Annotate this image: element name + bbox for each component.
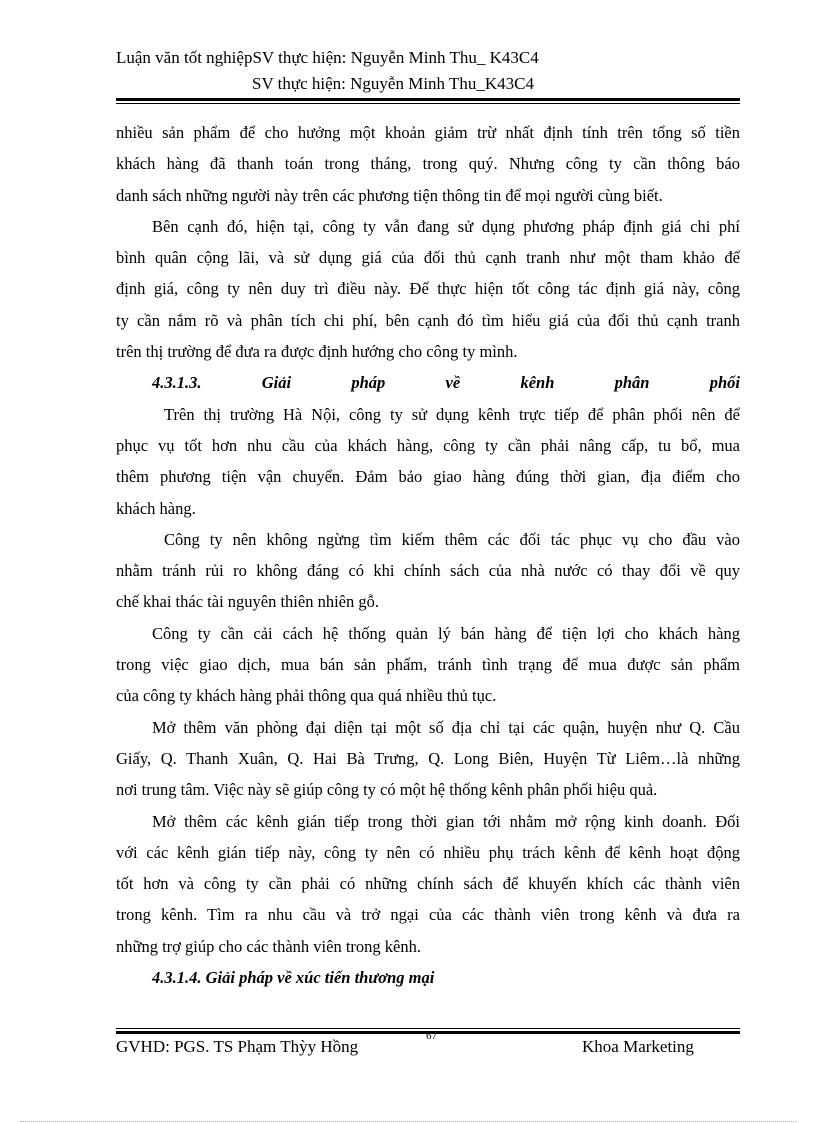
text-line: Trên thị trường Hà Nội, công ty sử dụng kênh trực tiếp để phân phối nên để <box>164 404 740 424</box>
page-number: 67 <box>426 1030 437 1042</box>
header-title-line: Luận văn tốt nghiệpSV thực hiện: Nguyễn Minh Thu_ K43C4 <box>116 48 539 67</box>
text-line: với các kênh gián tiếp này, công ty nên có nhiều phụ trách kênh để kênh hoạt động <box>116 842 740 862</box>
text-line: Mở thêm các kênh gián tiếp trong thời gian tới nhằm mở rộng kinh doanh. Đối <box>152 811 740 831</box>
body-text <box>116 117 740 993</box>
heading-word: phối <box>709 373 740 393</box>
text-line: định giá, công ty nên duy trì điều này. Để thực hiện tốt công tác định giá này, công <box>116 279 740 299</box>
heading-word: kênh <box>520 373 555 393</box>
paragraph-7 <box>116 806 740 962</box>
paragraph-4 <box>116 524 740 618</box>
text-line: Giấy, Q. Thanh Xuân, Q. Hai Bà Trưng, Q. Long Biên, Huyện Từ Liêm…là những <box>116 748 740 768</box>
heading-word: Giải <box>261 373 292 393</box>
paragraph-3 <box>116 399 740 524</box>
heading-word: 4.3.1.3. <box>152 373 202 393</box>
text-line: của công ty khách hàng phải thông qua quá nhiều thủ tục. <box>116 686 497 706</box>
footer-supervisor: GVHD: PGS. TS Phạm Thỳy Hồng <box>116 1037 359 1056</box>
text-line: ty cần nắm rõ và phân tích chi phí, bên cạnh đó tìm hiểu giá của đối thủ cạnh tranh <box>116 310 740 330</box>
text-line: bình quân cộng lãi, và sử dụng giá của đối thủ cạnh tranh như một tham khảo để <box>116 248 740 268</box>
paragraph-6 <box>116 712 740 806</box>
heading-word: phân <box>614 373 650 393</box>
text-line: thêm phương tiện vận chuyển. Đảm bảo giao hàng đúng thời gian, địa điểm cho <box>116 467 740 487</box>
text-line: nơi trung tâm. Việc này sẽ giúp công ty có một hệ thống kênh phân phối hiệu quả. <box>116 780 658 800</box>
text-line: trong việc giao dịch, mua bán sản phẩm, tránh tình trạng để mua được sản phẩm <box>116 655 740 675</box>
page-bottom-dotted-line <box>20 1121 796 1122</box>
text-line: những trợ giúp cho các thành viên trong kênh. <box>116 936 421 956</box>
text-line: tốt hơn và công ty cần phải có những chính sách để khuyến khích các thành viên <box>116 874 740 894</box>
heading-word: pháp <box>351 373 386 393</box>
text-line: khách hàng. <box>116 498 196 518</box>
text-line: trên thị trường để đưa ra được định hướng cho công ty mình. <box>116 342 518 362</box>
paragraph-2 <box>116 211 740 367</box>
text-line: nhằm tránh rủi ro không đáng có khi chính sách của nhà nước có thay đổi về quy <box>116 561 740 581</box>
text-line: trong kênh. Tìm ra nhu cầu và trở ngại của các thành viên trong kênh và đưa ra <box>116 905 740 925</box>
footer-department: Khoa Marketing <box>582 1037 694 1056</box>
text-line: chế khai thác tài nguyên thiên nhiên gỗ. <box>116 592 380 612</box>
text-line: Công ty cần cải cách hệ thống quản lý bán hàng để tiện lợi cho khách hàng <box>152 623 740 643</box>
section-heading-4-3-1-3 <box>116 367 740 398</box>
heading-word: về <box>445 373 461 393</box>
text-line: danh sách những người này trên các phương tiện thông tin để mọi người cùng biết. <box>116 185 663 205</box>
header-author-line: SV thực hiện: Nguyễn Minh Thu_K43C4 <box>252 74 535 93</box>
text-line: khách hàng đã thanh toán trong tháng, trong quý. Nhưng công ty cần thông báo <box>116 154 740 174</box>
text-line: nhiều sản phẩm để cho hưởng một khoản giảm trừ nhất định tính trên tổng số tiền <box>116 123 740 142</box>
text-line: Mở thêm văn phòng đại diện tại một số địa chỉ tại các quận, huyện như Q. Cầu <box>152 717 740 737</box>
header-rule-thin <box>116 103 740 104</box>
footer-rule-thin <box>116 1028 740 1029</box>
text-line: Bên cạnh đó, hiện tại, công ty vẫn đang sử dụng phương pháp định giá chi phí <box>152 216 740 236</box>
text-line: phục vụ tốt hơn nhu cầu của khách hàng, công ty cần phải nâng cấp, tu bổ, mua <box>116 435 740 455</box>
paragraph-5 <box>116 618 740 712</box>
section-heading-4-3-1-4: 4.3.1.4. Giải pháp về xúc tiến thương mại <box>152 968 435 988</box>
text-line: Công ty nên không ngừng tìm kiếm thêm các đối tác phục vụ cho đầu vào <box>164 529 740 549</box>
header-rule-thick <box>116 98 740 101</box>
paragraph-1 <box>116 117 740 211</box>
